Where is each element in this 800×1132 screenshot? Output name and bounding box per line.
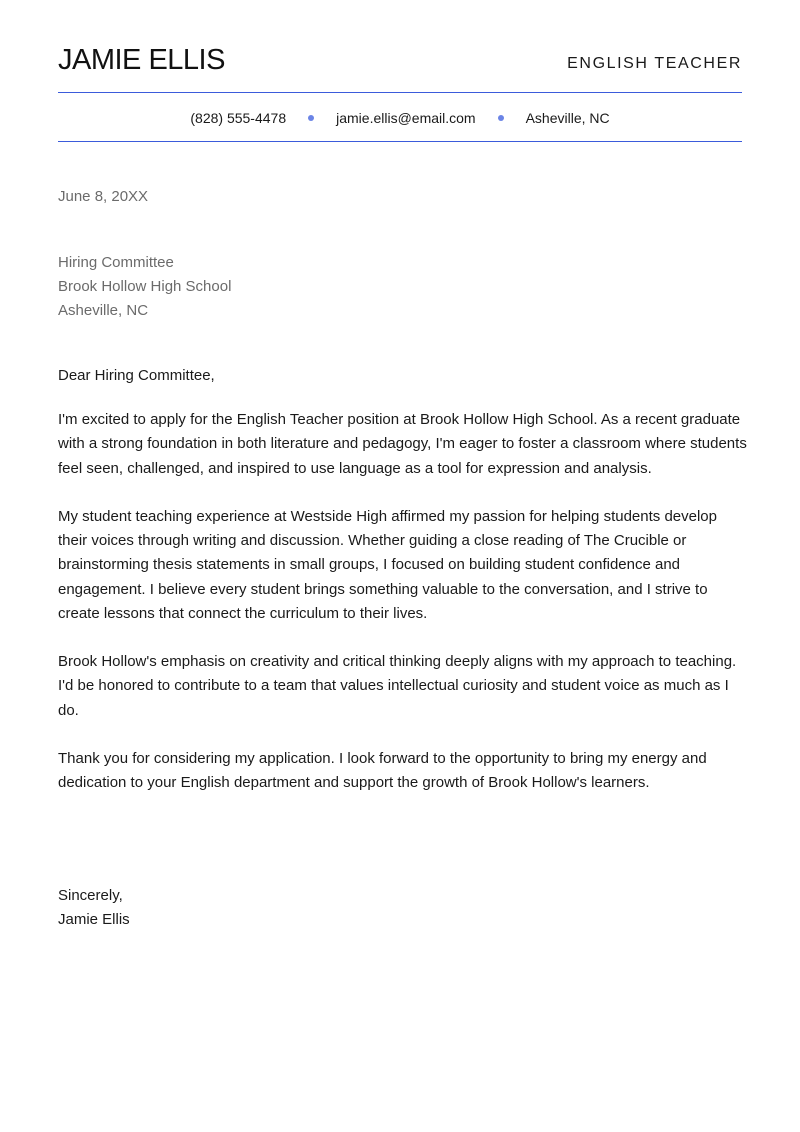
signature-name: Jamie Ellis	[58, 911, 130, 928]
contact-phone: (828) 555-4478	[190, 110, 287, 126]
header-divider-top	[58, 92, 742, 93]
body-paragraph: My student teaching experience at Westside High affirmed my passion for helping students develop their voices through writing and discussion. Whether guiding a close reading of The Crucible or brainstorming thesis statements in small groups, I focused on building student confidence and engagement. I believe every student brings something valuable to the conversation, and I strive to create lessons that connect the curriculum to their lives.	[58, 508, 717, 622]
applicant-name: JAMIE ELLIS	[58, 44, 225, 76]
letter-header	[58, 42, 742, 82]
recipient-block	[58, 251, 231, 323]
salutation: Dear Hiring Committee,	[58, 367, 215, 384]
header-divider-bottom	[58, 141, 742, 142]
closing-phrase: Sincerely,	[58, 887, 123, 904]
contact-email: jamie.ellis@email.com	[336, 110, 476, 126]
body-paragraph: Thank you for considering my application. I look forward to the opportunity to bring my energy and dedication to your English department and support the growth of Brook Hollow's learners.	[58, 750, 707, 792]
applicant-job-title: ENGLISH TEACHER	[567, 55, 742, 72]
closing-block	[58, 884, 130, 932]
contact-bar	[58, 108, 742, 128]
contact-location: Asheville, NC	[525, 110, 610, 126]
recipient-line: Hiring Committee	[58, 254, 174, 271]
bullet-dot-icon	[308, 115, 314, 121]
recipient-line: Asheville, NC	[58, 302, 149, 319]
body-paragraph: Brook Hollow's emphasis on creativity and critical thinking deeply aligns with my approach to teaching. I'd be honored to contribute to a team that values intellectual curiosity and student voice as much as I do.	[58, 653, 737, 719]
letter-date: June 8, 20XX	[58, 188, 149, 205]
letter-body	[58, 364, 748, 820]
body-paragraph: I'm excited to apply for the English Teacher position at Brook Hollow High School. As a recent graduate with a strong foundation in both literature and pedagogy, I'm eager to foster a classroom where students feel seen, challenged, and inspired to use language as a tool for expression and analysis.	[58, 411, 747, 477]
recipient-line: Brook Hollow High School	[58, 278, 232, 295]
bullet-dot-icon	[498, 115, 504, 121]
